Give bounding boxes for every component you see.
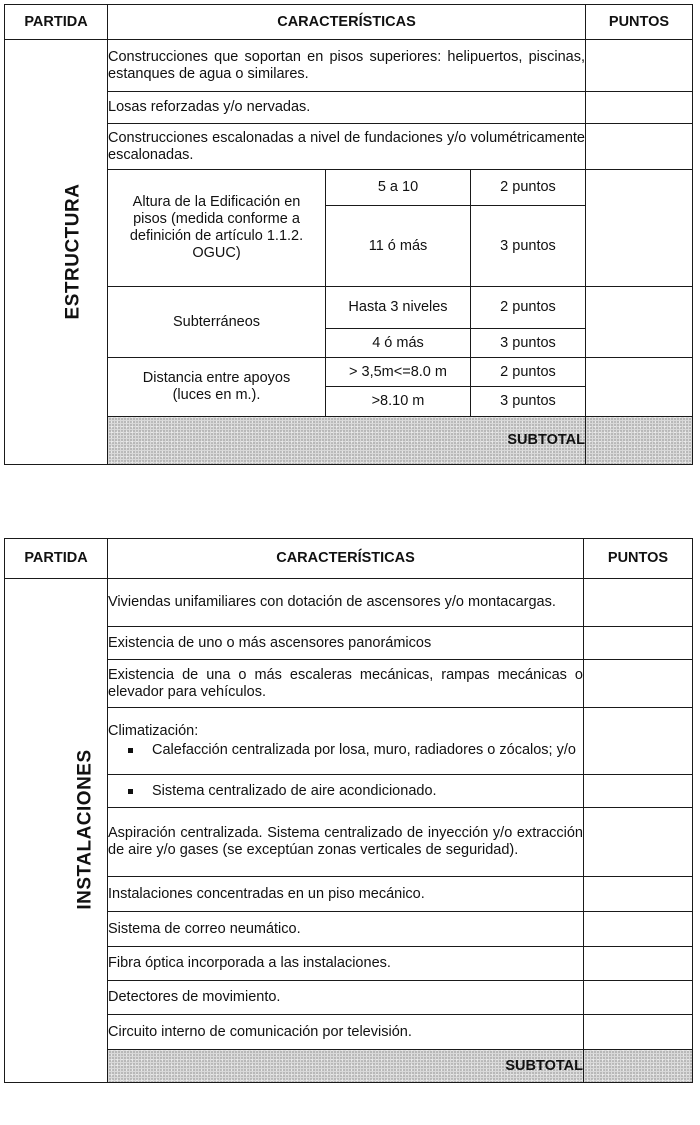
- climatizacion-title: Climatización:: [108, 723, 199, 739]
- climatizacion-cell: [108, 708, 584, 775]
- altura-range-2: 11 ó más: [326, 206, 471, 287]
- puntos-cell[interactable]: [584, 981, 693, 1015]
- altura-score-2: 3 puntos: [471, 206, 586, 287]
- puntos-cell[interactable]: [584, 627, 693, 660]
- puntos-cell[interactable]: [584, 775, 693, 808]
- puntos-cell[interactable]: [584, 912, 693, 947]
- instalaciones-row-1: Viviendas unifamiliares con dotación de ascensores y/o montacargas.: [108, 579, 584, 627]
- instalaciones-row-5: Instalaciones concentradas en un piso mecánico.: [108, 877, 584, 912]
- estructura-row-3: Construcciones escalonadas a nivel de fundaciones y/o volumétricamente escalonadas.: [108, 124, 586, 170]
- instalaciones-row-9: Circuito interno de comunicación por televisión.: [108, 1015, 584, 1050]
- caracteristicas-header: CARACTERÍSTICAS: [108, 539, 584, 579]
- distancia-range-1: > 3,5m<=8.0 m: [326, 358, 471, 387]
- estructura-row-1: Construcciones que soportan en pisos superiores: helipuertos, piscinas, estanques de agua o similares.: [108, 40, 586, 92]
- instalaciones-row-3: Existencia de una o más escaleras mecánicas, rampas mecánicas o elevador para vehículos.: [108, 660, 584, 708]
- climatizacion-list: [108, 742, 583, 759]
- partida-header: PARTIDA: [5, 5, 108, 40]
- distancia-range-2: >8.10 m: [326, 387, 471, 417]
- estructura-subtotal-label: SUBTOTAL: [108, 417, 586, 465]
- altura-score-1: 2 puntos: [471, 170, 586, 206]
- puntos-cell[interactable]: [586, 124, 693, 170]
- puntos-cell[interactable]: [584, 947, 693, 981]
- puntos-cell[interactable]: [584, 660, 693, 708]
- climatizacion-bullet-1: Calefacción centralizada por losa, muro, radiadores o zócalos; y/o: [128, 742, 583, 759]
- estructura-side-cell: [5, 40, 108, 465]
- puntos-header: PUNTOS: [584, 539, 693, 579]
- partida-header: PARTIDA: [5, 539, 108, 579]
- puntos-cell[interactable]: [586, 170, 693, 287]
- instalaciones-side-cell: [5, 579, 108, 1083]
- instalaciones-subtotal-label: SUBTOTAL: [108, 1050, 584, 1083]
- puntos-cell[interactable]: [584, 708, 693, 775]
- instalaciones-row-4: Aspiración centralizada. Sistema centralizado de inyección y/o extracción de aire y/o gases (se exceptúan zonas verticales de seguridad).: [108, 808, 584, 877]
- instalaciones-subtotal-value[interactable]: [584, 1050, 693, 1083]
- estructura-subtotal-value[interactable]: [586, 417, 693, 465]
- distancia-score-2: 3 puntos: [471, 387, 586, 417]
- instalaciones-row-2: Existencia de uno o más ascensores panorámicos: [108, 627, 584, 660]
- altura-range-1: 5 a 10: [326, 170, 471, 206]
- puntos-cell[interactable]: [586, 358, 693, 417]
- puntos-cell[interactable]: [584, 579, 693, 627]
- subterraneos-score-2: 3 puntos: [471, 329, 586, 358]
- estructura-table: [4, 4, 693, 465]
- instalaciones-row-6: Sistema de correo neumático.: [108, 912, 584, 947]
- subterraneos-label: Subterráneos: [108, 287, 326, 358]
- climatizacion-bullet-2: Sistema centralizado de aire acondicionado.: [108, 783, 583, 800]
- puntos-cell[interactable]: [586, 287, 693, 358]
- puntos-cell[interactable]: [584, 808, 693, 877]
- climatizacion-aire-cell: [108, 775, 584, 808]
- caracteristicas-header: CARACTERÍSTICAS: [108, 5, 586, 40]
- altura-label: Altura de la Edificación en pisos (medida conforme a definición de artículo 1.1.2. OGUC): [108, 170, 326, 287]
- puntos-header: PUNTOS: [586, 5, 693, 40]
- puntos-cell[interactable]: [584, 1015, 693, 1050]
- puntos-cell[interactable]: [586, 40, 693, 92]
- distancia-score-1: 2 puntos: [471, 358, 586, 387]
- estructura-side-label: ESTRUCTURA: [62, 183, 84, 319]
- puntos-cell[interactable]: [586, 92, 693, 124]
- puntos-cell[interactable]: [584, 877, 693, 912]
- subterraneos-range-2: 4 ó más: [326, 329, 471, 358]
- subterraneos-range-1: Hasta 3 niveles: [326, 287, 471, 329]
- instalaciones-side-label: INSTALACIONES: [74, 749, 96, 910]
- estructura-row-2: Losas reforzadas y/o nervadas.: [108, 92, 586, 124]
- instalaciones-table: [4, 538, 693, 1083]
- distancia-label: Distancia entre apoyos (luces en m.).: [108, 358, 326, 417]
- instalaciones-row-8: Detectores de movimiento.: [108, 981, 584, 1015]
- instalaciones-row-7: Fibra óptica incorporada a las instalaciones.: [108, 947, 584, 981]
- subterraneos-score-1: 2 puntos: [471, 287, 586, 329]
